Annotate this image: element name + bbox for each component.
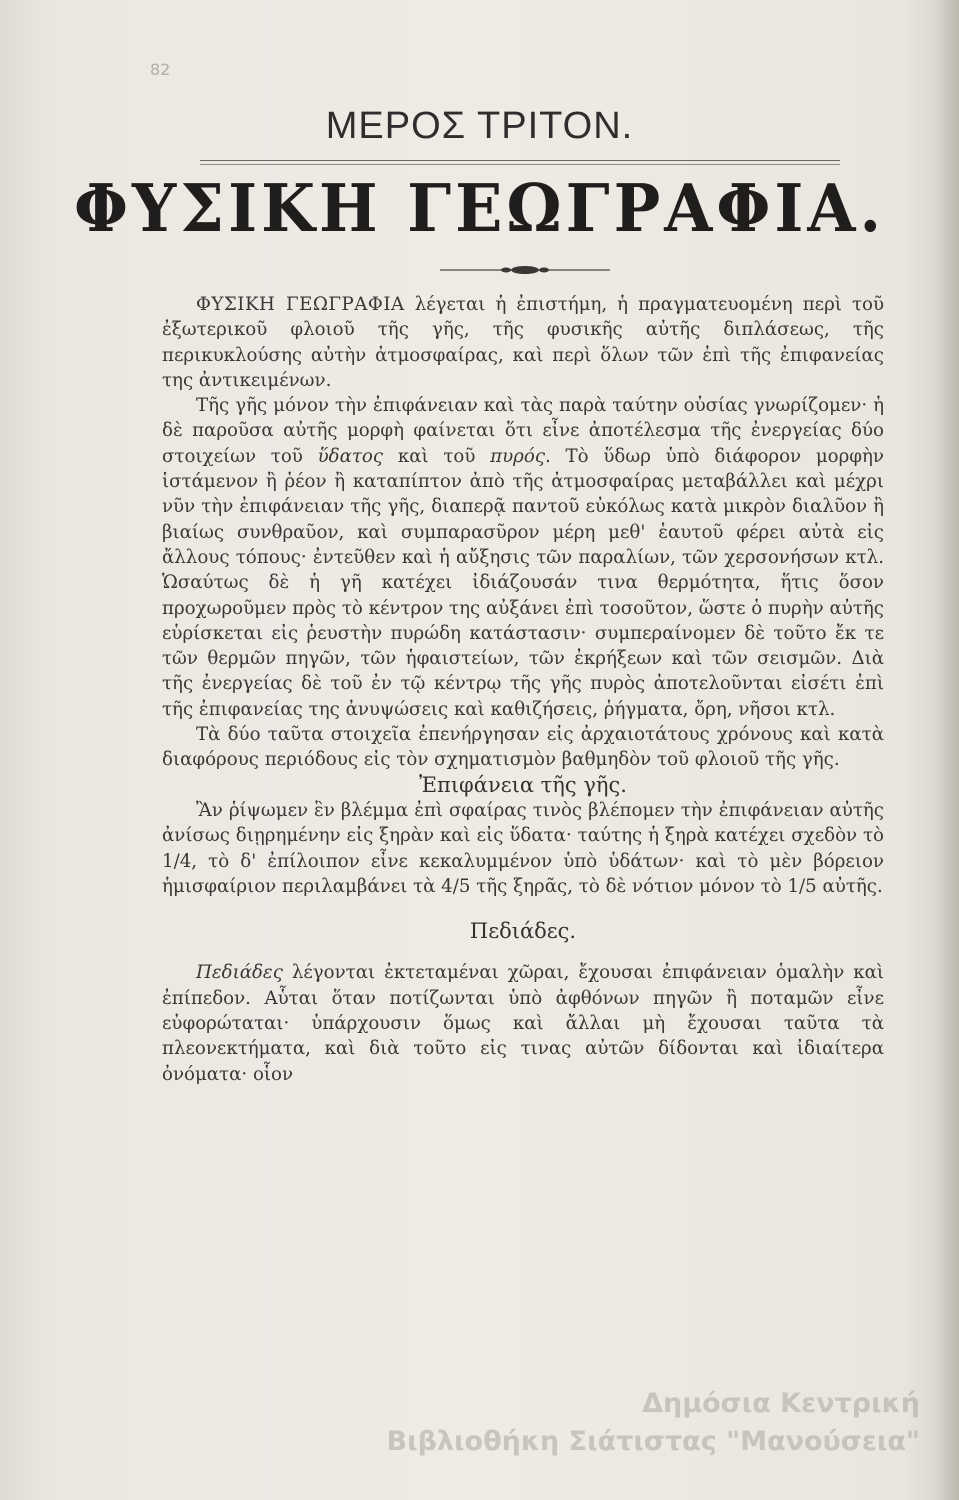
body-text xyxy=(162,292,884,1087)
library-watermark xyxy=(220,1385,920,1461)
section-heading-surface: Ἐπιφάνεια τῆς γῆς. xyxy=(419,772,627,797)
intro-lead: ΦΥΣΙΚΗ ΓΕΩΓΡΑΦΙΑ xyxy=(196,294,405,315)
part-title: ΜΕΡΟΣ ΤΡΙΤΟΝ. xyxy=(325,105,634,147)
chapter-title: ΦΥΣΙΚΗ ΓΕΩΓΡΑΦΙΑ. xyxy=(73,170,886,247)
paragraph-elements xyxy=(162,393,884,722)
page-number: 82 xyxy=(150,60,171,79)
intro-text: λέγεται ἡ ἐπιστήμη, ἡ πραγματευομένη περὶ τοῦ ἐξωτερικοῦ φλοιοῦ τῆς γῆς, τῆς φυσικῆς αὐτῆς διπλάσεως, τῆς περικυκλούσης αὐτὴν ἀτμοσφαίρας, καὶ περὶ ὅλων τῶν ἐπὶ τῆς ἐπιφανείας της ἀντικειμένων. xyxy=(162,294,885,391)
paragraph-plains xyxy=(162,960,884,1086)
paragraph-plains-text: λέγονται ἐκτεταμέναι χῶραι, ἔχουσαι ἐπιφάνειαν ὁμαλὴν καὶ ἐπίπεδον. Αὗται ὅταν ποτίζωνται ὑπὸ ἀφθόνων πηγῶν ἢ ποταμῶν εἶνε εὐφορώταται· ὑπάρχουσιν ὅμως καὶ ἄλλαι μὴ ἔχουσαι ταῦτα τὰ πλεονεκτήματα, καὶ διὰ τοῦτο εἰς τινας αὐτῶν δίδονται καὶ ἰδιαίτερα ὀνόματα· οἷον xyxy=(162,962,884,1085)
paragraph-formation: Τὰ δύο ταῦτα στοιχεῖα ἐπενήργησαν εἰς ἀρχαιοτάτους χρόνους καὶ κατὰ διαφόρους περιόδους εἰς τὸν σχηματισμὸν βαθμηδὸν τοῦ φλοιοῦ τῆς γῆς. xyxy=(162,724,884,771)
watermark-line-2: Βιβλιοθήκη Σιάτιστας "Μανούσεια" xyxy=(386,1426,920,1457)
term-fire: πυρός xyxy=(490,445,546,467)
paragraph-elements-part3: . Τὸ ὕδωρ ὑπὸ διάφορον μορφὴν ἱστάμενον ἢ ῥέον ἢ καταπίπτον ἀπὸ τῆς ἀτμοσφαίρας μεταβάλλει καὶ μέχρι νῦν τὴν ἐπιφάνειαν τῆς γῆς, διαπερᾷ παντοῦ εὐκόλως κατὰ μικρὸν διαλῦον ἢ βιαίως συνθραῦον, καὶ συμπαρασῦρον μέρη μεθ' ἑαυτοῦ φέρει αὐτὰ εἰς ἄλλους τόπους· ἐντεῦθεν καὶ ἡ αὔξησις τῶν παραλίων, τῶν χερσονήσων κτλ. Ὡσαύτως δὲ ἡ γῆ κατέχει ἰδιάζουσάν τινα θερμότητα, ἥτις ὅσον προχωροῦμεν πρὸς τὸ κέντρον της αὐξάνει ἐπὶ τοσοῦτον, ὥστε ὁ πυρὴν αὐτῆς εὑρίσκεται εἰς ῥευστὴν πυρώδη κατάστασιν· συμπεραίνομεν δὲ τοῦτο ἔκ τε τῶν θερμῶν πηγῶν, τῶν ἡφαιστείων, τῶν ἐκρήξεων καὶ τῶν σεισμῶν. Διὰ τῆς ἐνεργείας δὲ τοῦ ἐν τῷ κέντρῳ τῆς γῆς πυρὸς ἀποτελοῦνται εἰσέτι ἐπὶ τῆς ἐπιφανείας της ἀνυψώσεις καὶ καθιζήσεις, ῥήγματα, ὄρη, νῆσοι κτλ. xyxy=(162,445,884,720)
paragraph-elements-part1: Τῆς γῆς μόνον τὴν ἐπιφάνειαν καὶ τὰς παρὰ ταύτην οὐσίας γνωρίζομεν· ἡ δὲ παροῦσα αὐτῆς μορφὴ φαίνεται ὅτι εἶνε ἀποτέλεσμα τῆς ἐνεργείας δύο στοιχείων τοῦ xyxy=(162,395,884,467)
term-water: ὕδατος xyxy=(317,445,384,467)
title-rule-secondary xyxy=(200,164,840,165)
ornament-divider-icon xyxy=(440,263,610,277)
watermark-line-1: Δημόσια Κεντρική xyxy=(642,1388,920,1419)
paragraph-elements-part2: καὶ τοῦ xyxy=(383,445,491,467)
title-rule xyxy=(200,160,840,161)
paragraph-surface: Ἂν ῥίψωμεν ἓν βλέμμα ἐπὶ σφαίρας τινὸς βλέπομεν τὴν ἐπιφάνειαν αὐτῆς ἀνίσως διῃρημένην εἰς ξηρὰν καὶ εἰς ὕδατα· ταύτης ἡ ξηρὰ κατέχει σχεδὸν τὸ 1/4, τὸ δ' ἐπίλοιπον εἶνε κεκαλυμμένον ὑπὸ ὑδάτων· καὶ τὸ μὲν βόρειον ἡμισφαίριον περιλαμβάνει τὰ 4/5 τῆς ξηρᾶς, τὸ δὲ νότιον μόνον τὸ 1/5 αὐτῆς. xyxy=(162,799,884,897)
term-plains: Πεδιάδες xyxy=(196,962,283,984)
section-heading-plains: Πεδιάδες. xyxy=(469,919,577,944)
intro-paragraph xyxy=(162,292,884,393)
